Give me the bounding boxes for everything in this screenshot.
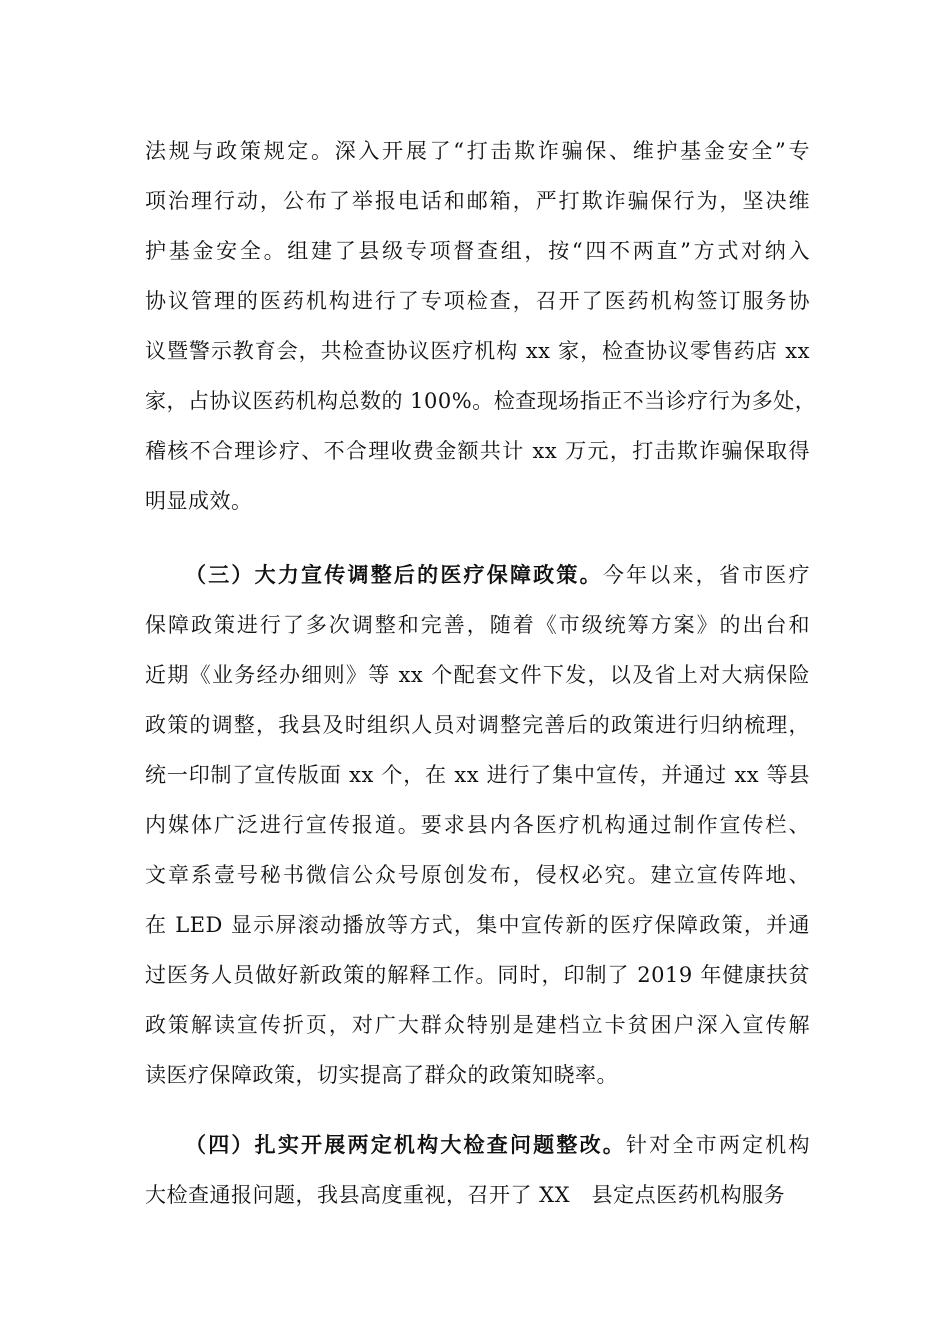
text-line (185, 562, 810, 588)
text-line: 协议管理的医药机构进行了专项检查，召开了医药机构签订服务协 (145, 289, 810, 313)
text-line: 政策解读宣传折页，对广大群众特别是建档立卡贫困户深入宣传解 (145, 1013, 810, 1037)
text-line: 政策的调整，我县及时组织人员对调整完善后的政策进行归纳梳理， (145, 713, 810, 737)
text-line (185, 1132, 810, 1158)
text-line: 保障政策进行了多次调整和完善，随着《市级统筹方案》的出台和 (145, 613, 810, 637)
text-line: 在 LED 显示屏滚动播放等方式，集中宣传新的医疗保障政策，并通 (145, 913, 810, 937)
section-heading: （四）扎实开展两定机构大检查问题整改。 (185, 1132, 627, 1157)
text-line: 项治理行动，公布了举报电话和邮箱，严打欺诈骗保行为，坚决维 (145, 189, 810, 213)
text-line: 护基金安全。组建了县级专项督查组，按“四不两直”方式对纳入 (145, 239, 810, 263)
text-line: 法规与政策规定。深入开展了“打击欺诈骗保、维护基金安全”专 (145, 139, 810, 163)
text-line: 文章系壹号秘书微信公众号原创发布，侵权必究。建立宣传阵地、 (145, 863, 810, 887)
text-run: 今年以来，省市医疗 (602, 563, 811, 587)
text-line: 统一印制了宣传版面 xx 个，在 xx 进行了集中宣传，并通过 xx 等县 (145, 763, 810, 787)
text-run: 针对全市两定机构 (626, 1133, 811, 1157)
text-line: 明显成效。 (145, 489, 253, 513)
text-line: 议暨警示教育会，共检查协议医疗机构 xx 家，检查协议零售药店 xx (145, 339, 810, 363)
text-line: 读医疗保障政策，切实提高了群众的政策知晓率。 (145, 1063, 618, 1087)
text-line: 内媒体广泛进行宣传报道。要求县内各医疗机构通过制作宣传栏、 (145, 813, 810, 837)
section-heading: （三）大力宣传调整后的医疗保障政策。 (185, 562, 603, 587)
text-line: 过医务人员做好新政策的解释工作。同时，印制了 2019 年健康扶贫 (145, 963, 810, 987)
text-line: 家，占协议医药机构总数的 100%。检查现场指正不当诊疗行为多处， (145, 389, 817, 413)
text-line: 稽核不合理诊疗、不合理收费金额共计 xx 万元，打击欺诈骗保取得 (145, 439, 810, 463)
text-line: 近期《业务经办细则》等 xx 个配套文件下发，以及省上对大病保险 (145, 663, 810, 687)
text-line: 大检查通报问题，我县高度重视，召开了 XX 县定点医药机构服务 (145, 1183, 786, 1207)
